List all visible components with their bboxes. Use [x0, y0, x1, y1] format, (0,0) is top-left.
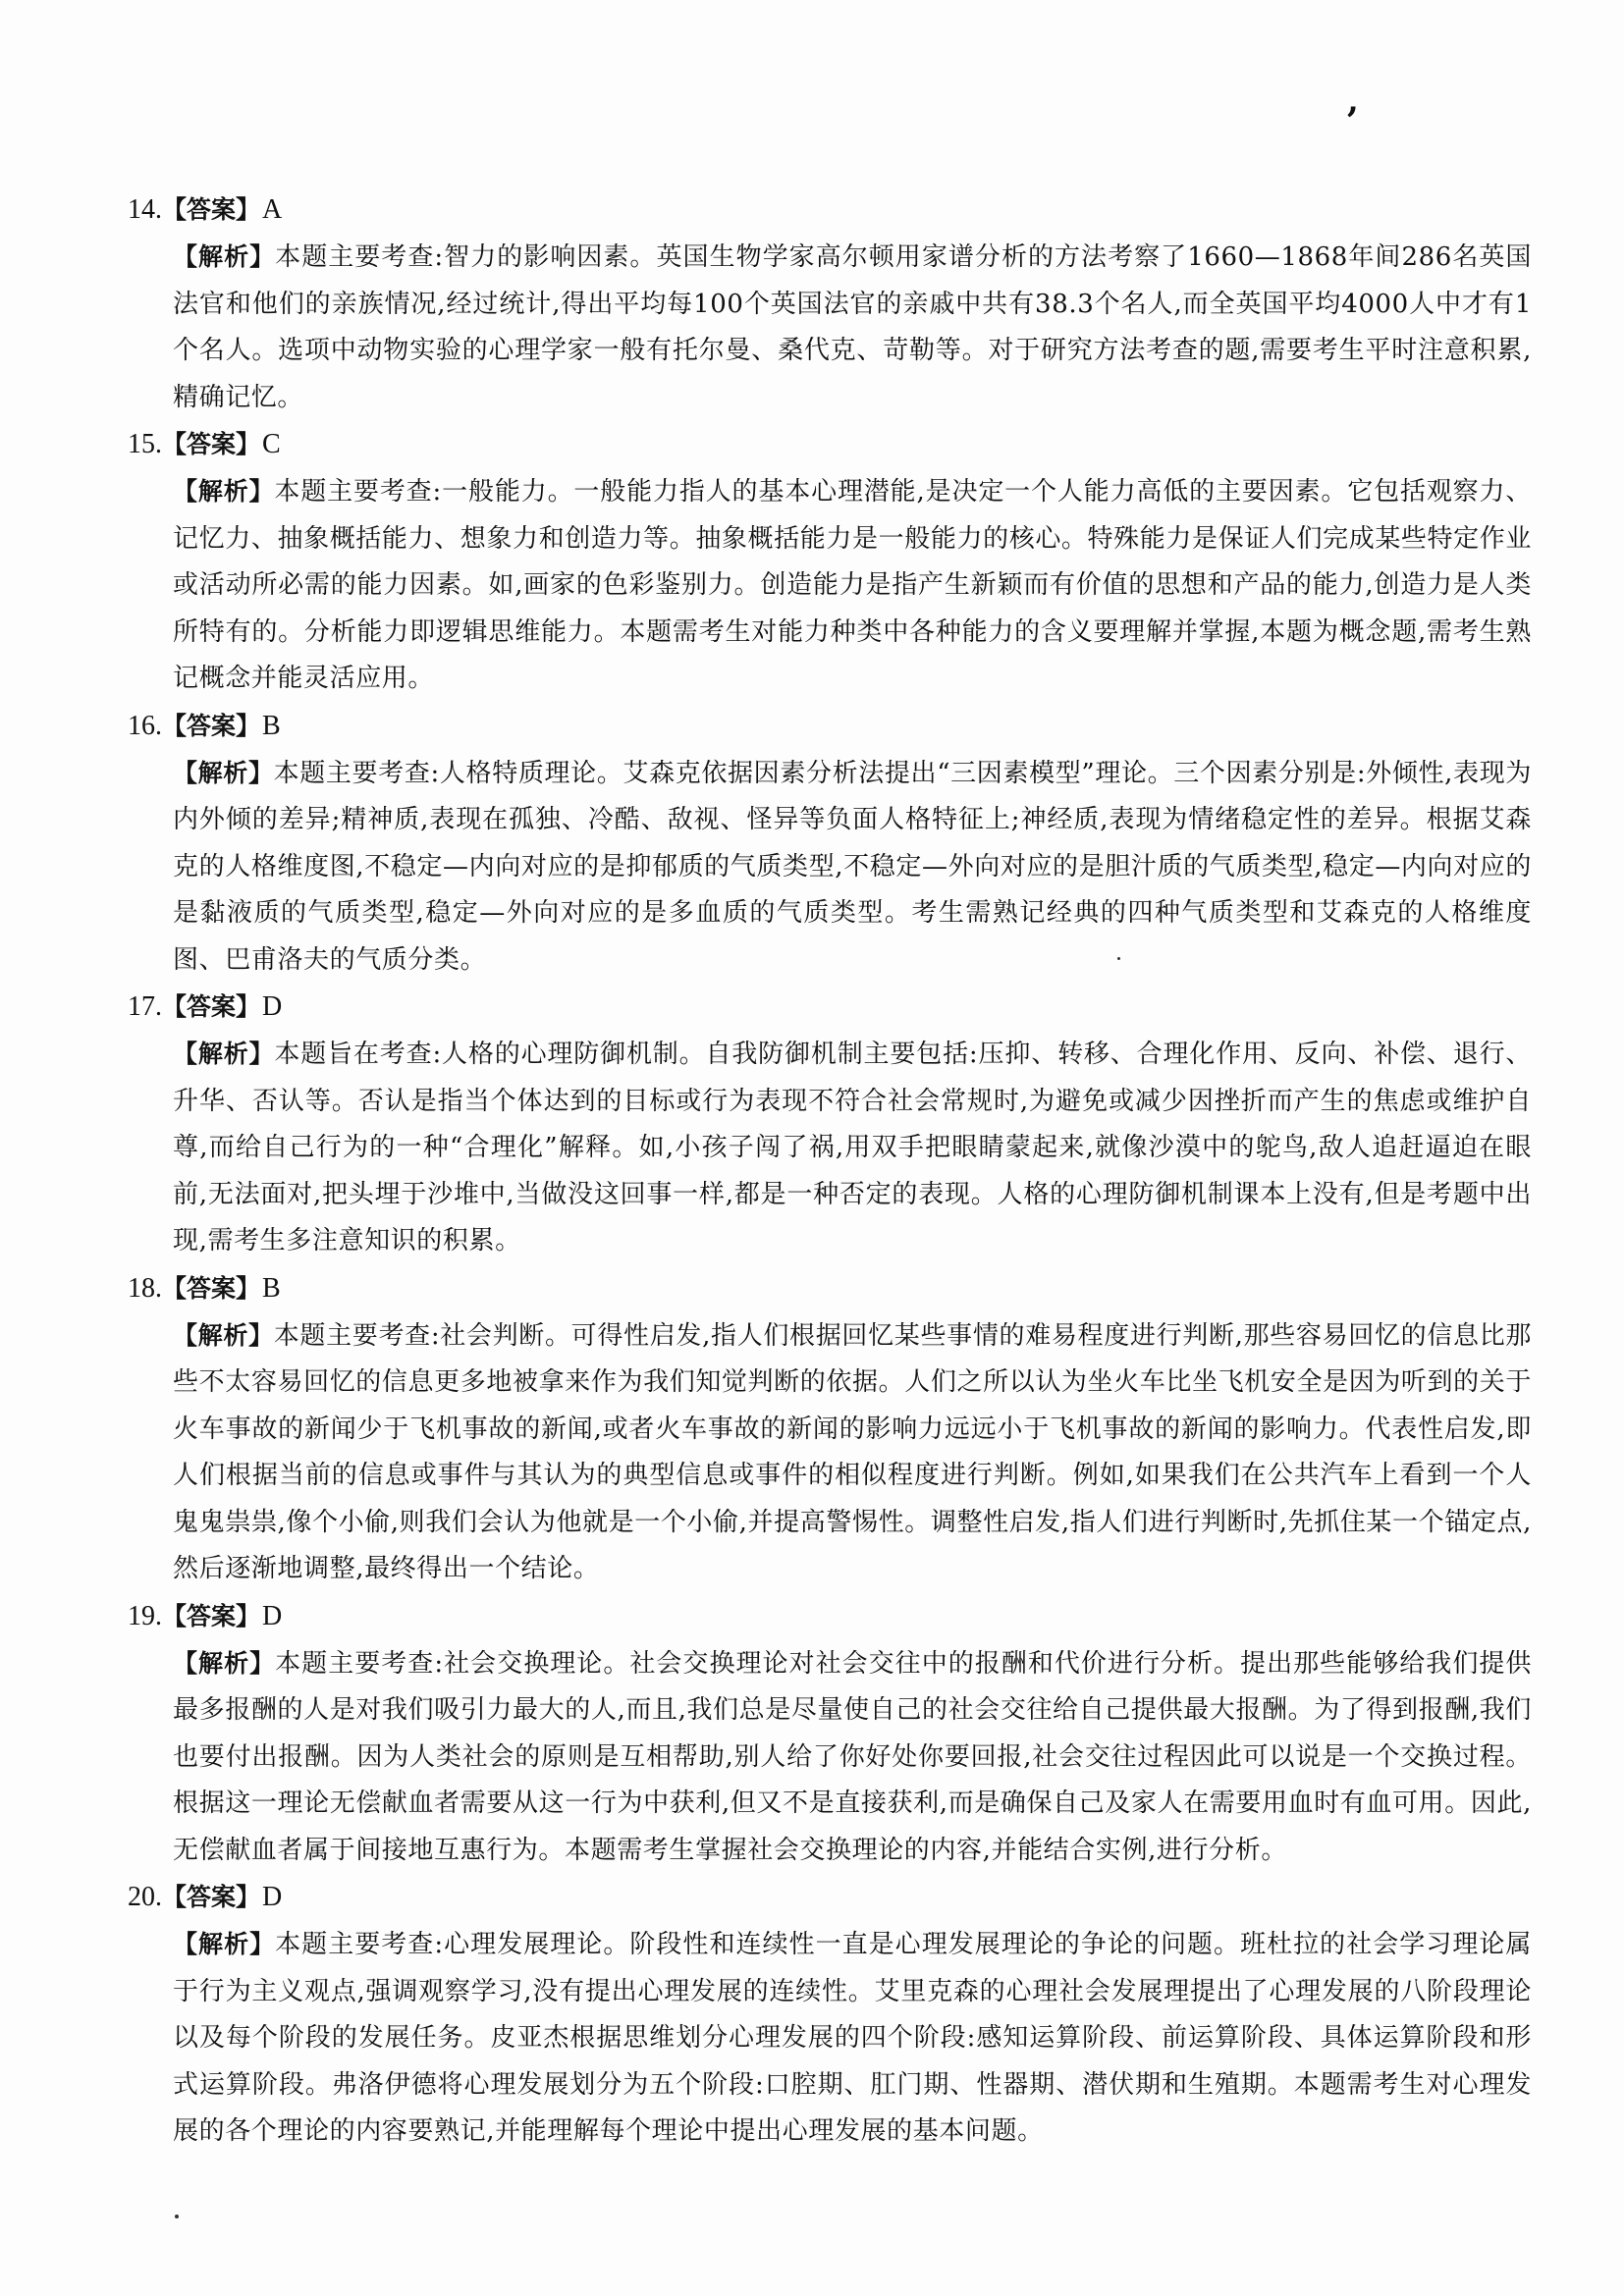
question-number: 14. [128, 194, 162, 225]
analysis-text: 本题主要考查:智力的影响因素。英国生物学家高尔顿用家谱分析的方法考察了1660—1868年间286名英国法官和他们的亲族情况,经过统计,得出平均每100个英国法官的亲戚中共有38.3个名人,而全英国平均4000人中才有1个名人。选项中动物实验的心理学家一般有托尔曼、桑代克、苛勒等。对于研究方法考查的题,需要考生平时注意积累,精确记忆。 [173, 242, 1532, 412]
analysis-label: 【解析】 [173, 1648, 276, 1678]
analysis-text: 本题主要考查:社会判断。可得性启发,指人们根据回忆某些事情的难易程度进行判断,那些容易回忆的信息比那些不太容易回忆的信息更多地被拿来作为我们知觉判断的依据。人们之所以认为坐火车比坐飞机安全是因为听到的关于火车事故的新闻少于飞机事故的新闻,或者火车事故的新闻的影响力远远小于飞机事故的新闻的影响力。代表性启发,即人们根据当前的信息或事件与其认为的典型信息或事件的相似程度进行判断。例如,如果我们在公共汽车上看到一个人鬼鬼祟祟,像个小偷,则我们会认为他就是一个小偷,并提高警惕性。调整性启发,指人们进行判断时,先抓住某一个锚定点,然后逐渐地调整,最终得出一个结论。 [173, 1320, 1532, 1583]
analysis-text: 本题主要考查:心理发展理论。阶段性和连续性一直是心理发展理论的争论的问题。班杜拉的社会学习理论属于行为主义观点,强调观察学习,没有提出心理发展的连续性。艾里克森的心理社会发展理提出了心理发展的八阶段理论以及每个阶段的发展任务。皮亚杰根据思维划分心理发展的四个阶段:感知运算阶段、前运算阶段、具体运算阶段和形式运算阶段。弗洛伊德将心理发展划分为五个阶段:口腔期、肛门期、性器期、潜伏期和生殖期。本题需考生对心理发展的各个理论的内容要熟记,并能理解每个理论中提出心理发展的基本问题。 [173, 1930, 1533, 2146]
analysis-text: 本题主要考查:一般能力。一般能力指人的基本心理潜能,是决定一个人能力高低的主要因素。它包括观察力、记忆力、抽象概括能力、想象力和创造力等。抽象概括能力是一般能力的核心。特殊能力是保证人们完成某些特定作业或活动所必需的能力因素。如,画家的色彩鉴别力。创造能力是指产生新颖而有价值的思想和产品的能力,创造力是人类所特有的。分析能力即逻辑思维能力。本题需考生对能力种类中各种能力的含义要理解并掌握,本题为概念题,需考生熟记概念并能灵活应用。 [173, 477, 1532, 693]
analysis-paragraph [173, 234, 1532, 421]
answer-item-18 [128, 1265, 1532, 1593]
question-number: 20. [128, 1882, 162, 1912]
answer-line [128, 1593, 1532, 1640]
question-number: 18. [128, 1272, 162, 1304]
question-number: 19. [128, 1600, 162, 1631]
answer-value: A [262, 194, 283, 225]
answer-value: D [262, 1882, 283, 1912]
analysis-label: 【解析】 [173, 1930, 276, 1958]
answer-value: D [262, 1600, 283, 1631]
answer-label: 【答案】 [162, 195, 261, 224]
answer-line [128, 187, 1532, 234]
analysis-paragraph [173, 468, 1532, 703]
answer-item-17 [128, 984, 1532, 1265]
answer-line [128, 703, 1532, 750]
analysis-text: 本题旨在考查:人格的心理防御机制。自我防御机制主要包括:压抑、转移、合理化作用、反向、补偿、退行、升华、否认等。否认是指当个体达到的目标或行为表现不符合社会常规时,为避免或减少因挫折而产生的焦虑或维护自尊,而给自己行为的一种“合理化”解释。如,小孩子闯了祸,用双手把眼睛蒙起来,就像沙漠中的鸵鸟,敌人追赶逼迫在眼前,无法面对,把头埋于沙堆中,当做没这回事一样,都是一种否定的表现。人格的心理防御机制课本上没有,但是考题中出现,需考生多注意知识的积累。 [173, 1040, 1533, 1255]
analysis-label: 【解析】 [173, 1040, 275, 1068]
answer-label: 【答案】 [162, 992, 261, 1021]
scan-speck [175, 2215, 179, 2218]
analysis-paragraph [173, 1921, 1532, 2156]
answer-label: 【答案】 [162, 1273, 261, 1303]
answer-value: C [262, 429, 281, 459]
analysis-label: 【解析】 [173, 1320, 274, 1350]
answer-label: 【答案】 [162, 711, 261, 740]
answer-item-19 [128, 1593, 1532, 1875]
answer-value: B [262, 1272, 281, 1304]
answer-label: 【答案】 [162, 1883, 261, 1911]
answer-item-16 [128, 703, 1532, 985]
answer-line [128, 1265, 1532, 1312]
answer-label: 【答案】 [162, 1601, 261, 1630]
answer-item-14 [128, 187, 1532, 421]
answer-line [128, 984, 1532, 1031]
analysis-paragraph [173, 1640, 1532, 1875]
answer-value: D [262, 991, 283, 1022]
analysis-text: 本题主要考查:社会交换理论。社会交换理论对社会交往中的报酬和代价进行分析。提出那些能够给我们提供最多报酬的人是对我们吸引力最大的人,而且,我们总是尽量使自己的社会交往给自己提供最大报酬。为了得到报酬,我们也要付出报酬。因为人类社会的原则是互相帮助,别人给了你好处你要回报,社会交往过程因此可以说是一个交换过程。根据这一理论无偿献血者需要从这一行为中获利,但又不是直接获利,而是确保自己及家人在需要用血时有血可用。因此,无偿献血者属于间接地互惠行为。本题需考生掌握社会交换理论的内容,并能结合实例,进行分析。 [173, 1648, 1533, 1865]
scan-speck [1117, 957, 1120, 960]
answer-value: B [262, 710, 281, 741]
analysis-paragraph [173, 1312, 1532, 1593]
answer-line [128, 421, 1532, 468]
answer-item-20 [128, 1874, 1532, 2156]
answer-item-15 [128, 421, 1532, 703]
question-number: 16. [128, 710, 162, 741]
question-number: 15. [128, 429, 162, 459]
answer-list [128, 187, 1532, 2156]
corner-mark: , [1347, 81, 1359, 121]
analysis-paragraph [173, 750, 1532, 985]
analysis-label: 【解析】 [173, 242, 276, 271]
question-number: 17. [128, 991, 162, 1022]
analysis-paragraph [173, 1031, 1532, 1265]
analysis-text: 本题主要考查:人格特质理论。艾森克依据因素分析法提出“三因素模型”理论。三个因素分别是:外倾性,表现为内外倾的差异;精神质,表现在孤独、冷酷、敌视、怪异等负面人格特征上;神经质,表现为情绪稳定性的差异。根据艾森克的人格维度图,不稳定—内向对应的是抑郁质的气质类型,不稳定—外向对应的是胆汁质的气质类型,稳定—内向对应的是黏液质的气质类型,稳定—外向对应的是多血质的气质类型。考生需熟记经典的四种气质类型和艾森克的人格维度图、巴甫洛夫的气质分类。 [173, 758, 1532, 975]
answer-line [128, 1874, 1532, 1921]
analysis-label: 【解析】 [173, 758, 274, 787]
analysis-label: 【解析】 [173, 477, 275, 506]
answer-label: 【答案】 [162, 430, 261, 458]
